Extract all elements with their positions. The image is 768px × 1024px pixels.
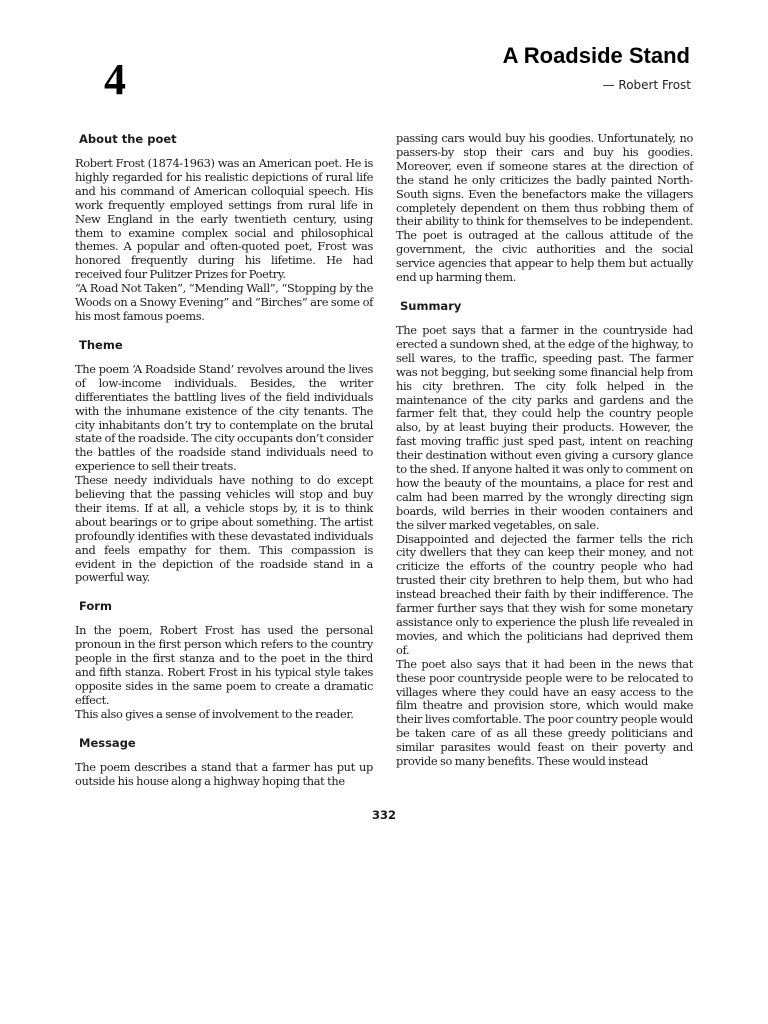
form-paragraph: In the poem, Robert Frost has used the personal pronoun in the first person which refers to the country people in the first stanza and to the poet in the third and fifth stanza. Robert Frost in his typical style takes opposite sides in the same poem to create a dramatic effect. [75, 623, 373, 707]
theme-paragraph: These needy individuals have nothing to do except believing that the passing vehicles will stop and buy their items. If at all, a vehicle stops by, it is to think about bearings or to gripe about something. The artist profoundly identifies with these devastated individuals and feels empathy for them. This compassion is evident in the depiction of the roadside stand in a powerful way. [75, 473, 373, 585]
about-paragraph: Robert Frost (1874-1963) was an American poet. He is highly regarded for his realistic depictions of rural life and his command of American colloquial speech. His work frequently employed settings from rural life in New England in the early twentieth century, using them to examine complex social and philosophical themes. A popular and often-quoted poet, Frost was honored frequently during his lifetime. He had received four Pulitzer Prizes for Poetry. [75, 156, 373, 282]
poem-author: — Robert Frost [602, 78, 691, 92]
summary-paragraph: The poet says that a farmer in the countryside had erected a sundown shed, at the edge of the highway, to sell wares, to the traffic, speeding past. The farmer was not begging, but seeking some financial help from his city brethren. The city folk helped in the maintenance of the city parks and gardens and the farmer felt that, they could help the country people also, by at least buying their products. However, the fast moving traffic just sped past, intent on reaching their destination without even giving a cursory glance to the shed. If anyone halted it was only to comment on how the beauty of the mountains, a place for rest and calm had been marred by the wrongly directing sign boards, wild berries in their wooden containers and the silver marked vegetables, on sale. [396, 322, 693, 532]
page-number: 332 [371, 808, 396, 822]
summary-paragraph: The poet also says that it had been in the news that these poor countryside people were to be relocated to villages where they could have an easy access to the film theatre and provision store, which would make their lives comfortable. The poor country people would be taken care of as all these greedy politicians and similar parasites would feast on their poverty and provide so many benefits. These would instead [396, 656, 693, 769]
theme-paragraph: The poem ‘A Roadside Stand’ revolves around the lives of low-income individuals. Besides, the writer differentiates the battling lives of the field individuals with the inhumane existence of the city tenants. The city inhabitants don’t try to contemplate on the brutal state of the roadside. The city occupants don’t consider the battles of the roadside stand individuals need to experience to sell their treats. [75, 361, 373, 474]
message-paragraph: The poem describes a stand that a farmer has put up outside his house along a highway hoping that the [75, 759, 373, 788]
summary-paragraph: Disappointed and dejected the farmer tells the rich city dwellers that they can keep their money, and not criticize the efforts of the country people who had trusted their city brethren to help them, but who had instead breached their faith by their indifference. The farmer further says that they wish for some monetary assistance only to experience the plush life revealed in movies, and which the politicians had deprived them of. [396, 531, 693, 657]
form-paragraph: This also gives a sense of involvement to the reader. [75, 706, 354, 721]
page-title: A Roadside Stand [502, 43, 690, 68]
left-column [75, 132, 373, 789]
form-heading: Form [79, 599, 112, 614]
theme-heading: Theme [79, 337, 123, 352]
right-column [396, 132, 693, 769]
message-continued-paragraph: passing cars would buy his goodies. Unfortunately, no passers-by stop their cars and buy his goodies. Moreover, even if someone stares at the direction of the stand he only criticizes the badly painted North-South signs. Even the benefactors make the villagers completely dependent on them thus robbing them of their ability to think for themselves to be independent. The poet is outraged at the callous attitude of the government, the civic authorities and the social service agencies that appear to help them but actually end up harming them. [396, 131, 693, 285]
message-heading: Message [79, 735, 136, 750]
chapter-number: 4 [104, 55, 126, 104]
about-heading: About the poet [79, 132, 177, 146]
summary-heading: Summary [400, 298, 462, 313]
about-paragraph: “A Road Not Taken”, “Mending Wall”, “Stopping by the Woods on a Snowy Evening” and “Birches” are some of his most famous poems. [75, 281, 373, 323]
